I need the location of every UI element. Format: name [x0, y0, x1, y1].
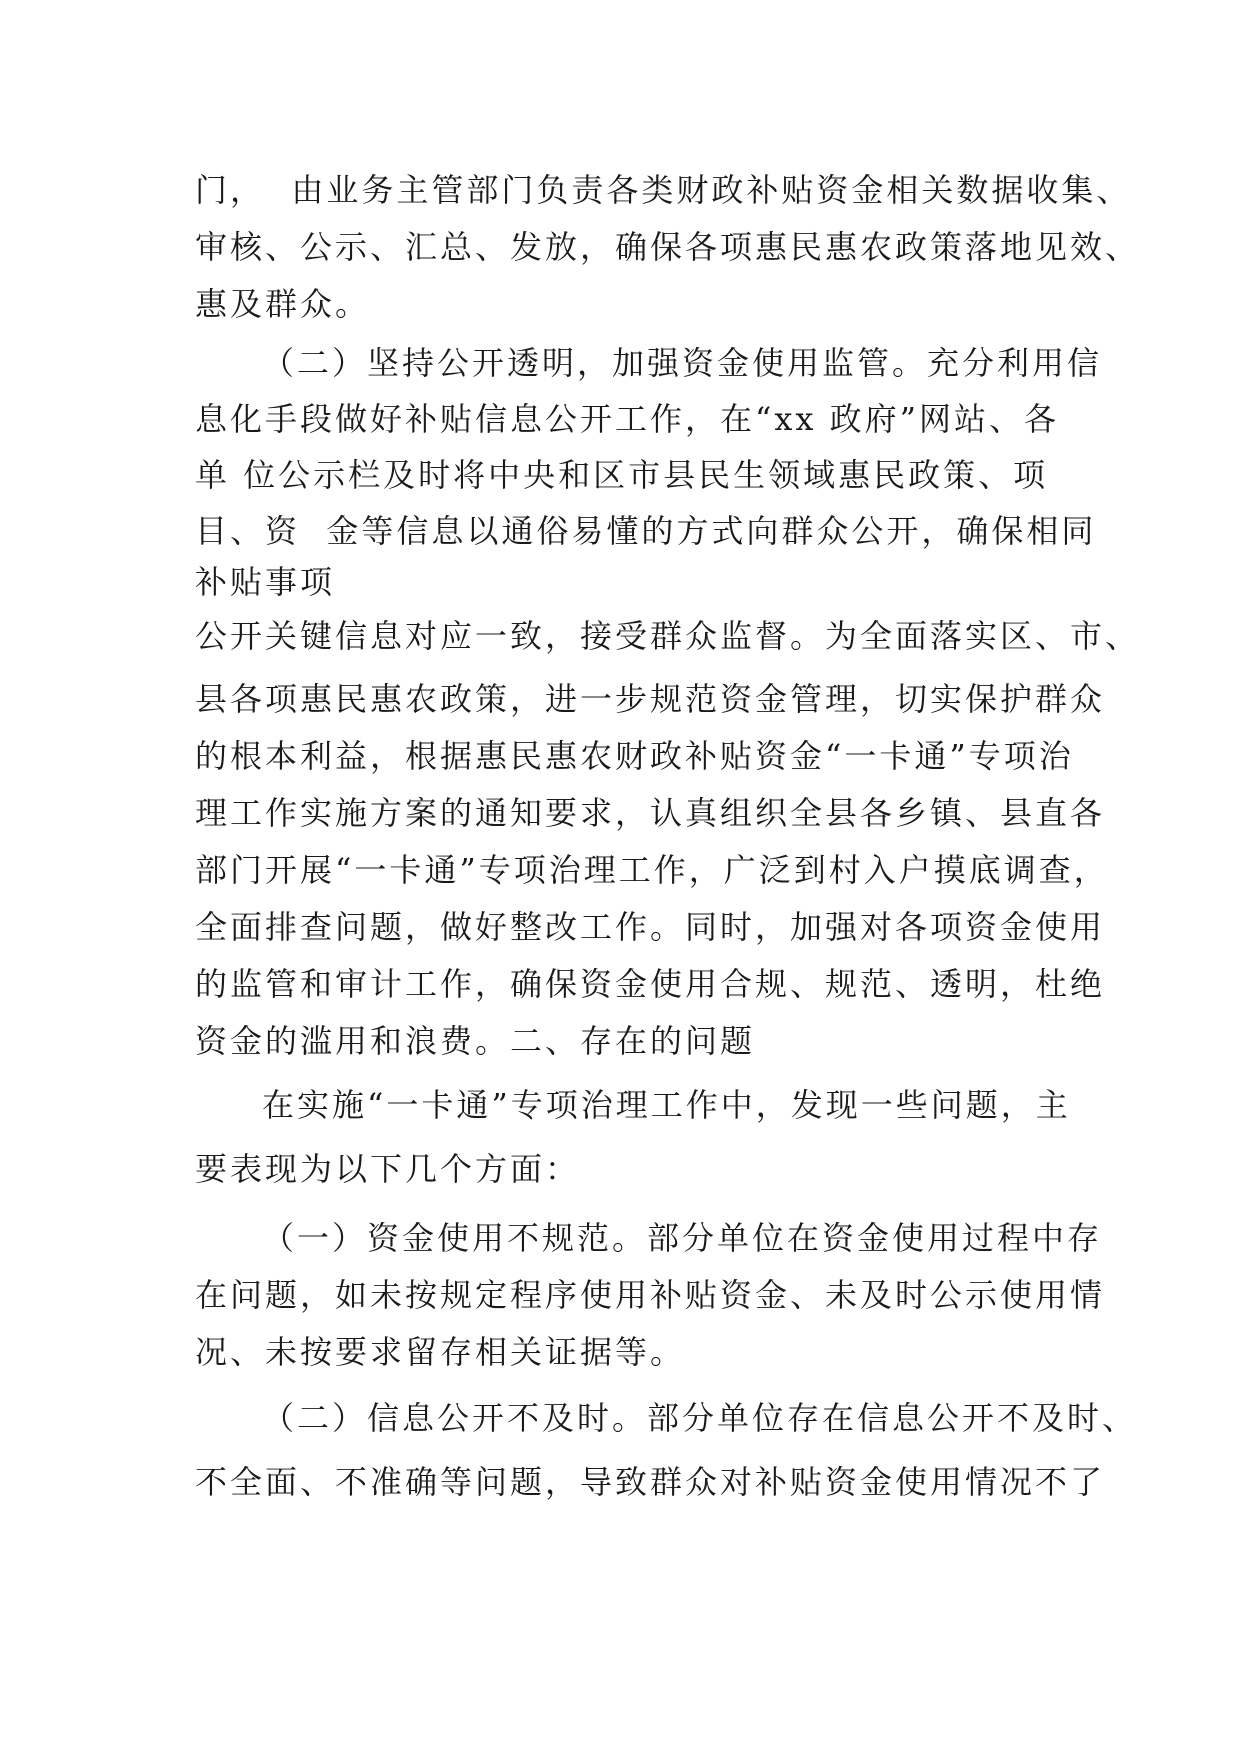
text-line: 要表现为以下几个方面： — [195, 1150, 581, 1188]
text-line: 资金的滥用和浪费。二、存在的问题 — [195, 1022, 756, 1060]
text-line: 全面排查问题，做好整改工作。同时，加强对各项资金使用 — [195, 908, 1106, 946]
text-line: 审核、公示、汇总、发放，确保各项惠民惠农政策落地见效、 — [195, 228, 1141, 266]
text-line: （二）坚持公开透明，加强资金使用监管。充分利用信 — [262, 344, 1103, 382]
text-line: （二）信息公开不及时。部分单位存在信息公开不及时、 — [262, 1399, 1138, 1437]
text-line: 目、资 金等信息以通俗易懂的方式向群众公开，确保相同 — [195, 512, 1097, 550]
text-line: 部门开展“一卡通”专项治理工作，广泛到村入户摸底调查， — [195, 851, 1109, 889]
text-line: 单 位公示栏及时将中央和区市县民生领域惠民政策、项 — [195, 456, 1049, 494]
text-line: 的监管和审计工作，确保资金使用合规、规范、透明，杜绝 — [195, 965, 1106, 1003]
text-line: 不全面、不准确等问题，导致群众对补贴资金使用情况不了 — [195, 1463, 1106, 1501]
text-line: 况、未按要求留存相关证据等。 — [195, 1333, 686, 1371]
text-line: 县各项惠民惠农政策，进一步规范资金管理，切实保护群众 — [195, 680, 1106, 718]
text-line: 惠及群众。 — [195, 285, 371, 323]
text-line: （一）资金使用不规范。部分单位在资金使用过程中存 — [262, 1219, 1103, 1257]
text-line: 在问题，如未按规定程序使用补贴资金、未及时公示使用情 — [195, 1276, 1106, 1314]
text-line: 公开关键信息对应一致，接受群众监督。为全面落实区、市、 — [195, 617, 1141, 655]
text-line: 息化手段做好补贴信息公开工作，在“xx 政府”网站、各 — [195, 400, 1059, 438]
text-line: 门， 由业务主管部门负责各类财政补贴资金相关数据收集、 — [195, 171, 1132, 209]
text-line: 理工作实施方案的通知要求，认真组织全县各乡镇、县直各 — [195, 794, 1106, 832]
text-line: 的根本利益，根据惠民惠农财政补贴资金“一卡通”专项治 — [195, 737, 1074, 775]
text-line: 补贴事项 — [195, 563, 336, 601]
text-line: 在实施“一卡通”专项治理工作中，发现一些问题，主 — [262, 1086, 1071, 1124]
